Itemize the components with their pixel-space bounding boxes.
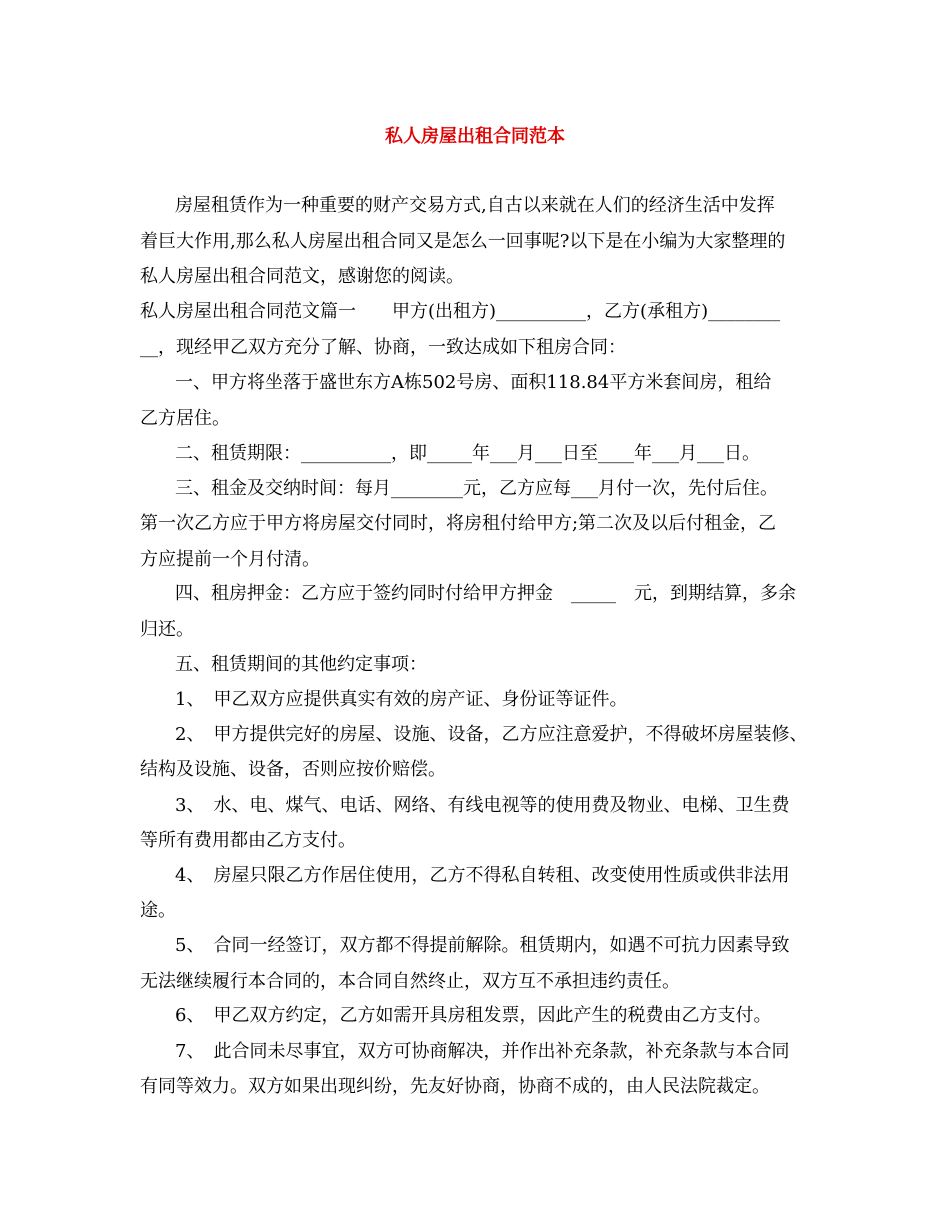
paragraph-line: 2、 甲方提供完好的房屋、设施、设备，乙方应注意爱护，不得破坏房屋装修、 [175, 724, 808, 745]
paragraph-line: 方应提前一个月付清。 [140, 549, 320, 570]
paragraph-line: 第一次乙方应于甲方将房屋交付同时，将房租付给甲方;第二次及以后付租金，乙 [140, 513, 777, 534]
paragraph-line: 等所有费用都由乙方支付。 [140, 830, 356, 851]
paragraph-line: 归还。 [140, 619, 194, 640]
paragraph-line: __，现经甲乙双方充分了解、协商，一致达成如下租房合同： [140, 337, 626, 358]
paragraph-line: 一、甲方将坐落于盛世东方A栋502号房、面积118.84平方米套间房，租给 [175, 372, 772, 393]
paragraph-line: 途。 [140, 900, 176, 921]
paragraph-line: 二、租赁期限：__________，即_____年___月___日至____年___月___日。 [175, 443, 760, 464]
paragraph-line: 私人房屋出租合同范文，感谢您的阅读。 [140, 266, 464, 287]
paragraph-line: 6、 甲乙双方约定，乙方如需开具房租发票，因此产生的税费由乙方支付。 [175, 1005, 772, 1026]
paragraph-line: 1、 甲乙双方应提供真实有效的房产证、身份证等证件。 [175, 689, 628, 710]
paragraph-line: 4、 房屋只限乙方作居住使用，乙方不得私自转租、改变使用性质或供非法用 [175, 865, 790, 886]
document-title: 私人房屋出租合同范本 [385, 126, 565, 147]
paragraph-line: 无法继续履行本合同的，本合同自然终止，双方互不承担违约责任。 [140, 971, 680, 992]
paragraph-line: 有同等效力。双方如果出现纠纷，先友好协商，协商不成的，由人民法院裁定。 [140, 1076, 770, 1097]
paragraph-line: 乙方居住。 [140, 408, 230, 429]
paragraph-line: 结构及设施、设备，否则应按价赔偿。 [140, 759, 446, 780]
paragraph-line: 5、 合同一经签订，双方都不得提前解除。租赁期内，如遇不可抗力因素导致 [175, 935, 790, 956]
paragraph-line: 房屋租赁作为一种重要的财产交易方式,自古以来就在人们的经济生活中发挥 [175, 195, 775, 216]
paragraph-line: 3、 水、电、煤气、电话、网络、有线电视等的使用费及物业、电梯、卫生费 [175, 795, 790, 816]
paragraph-line: 7、 此合同未尽事宜，双方可协商解决，并作出补充条款，补充条款与本合同 [175, 1041, 790, 1062]
paragraph-line: 私人房屋出租合同范文篇一 甲方(出租方)__________，乙方(承租方)________ [140, 301, 781, 322]
paragraph-line: 三、租金及交纳时间：每月________元，乙方应每___月付一次，先付后住。 [175, 478, 778, 499]
paragraph-line: 四、租房押金：乙方应于签约同时付给甲方押金 _____ 元，到期结算，多余 [175, 583, 796, 604]
paragraph-line: 着巨大作用,那么私人房屋出租合同又是怎么一回事呢?以下是在小编为大家整理的 [140, 231, 786, 252]
paragraph-line: 五、租赁期间的其他约定事项： [175, 654, 427, 675]
